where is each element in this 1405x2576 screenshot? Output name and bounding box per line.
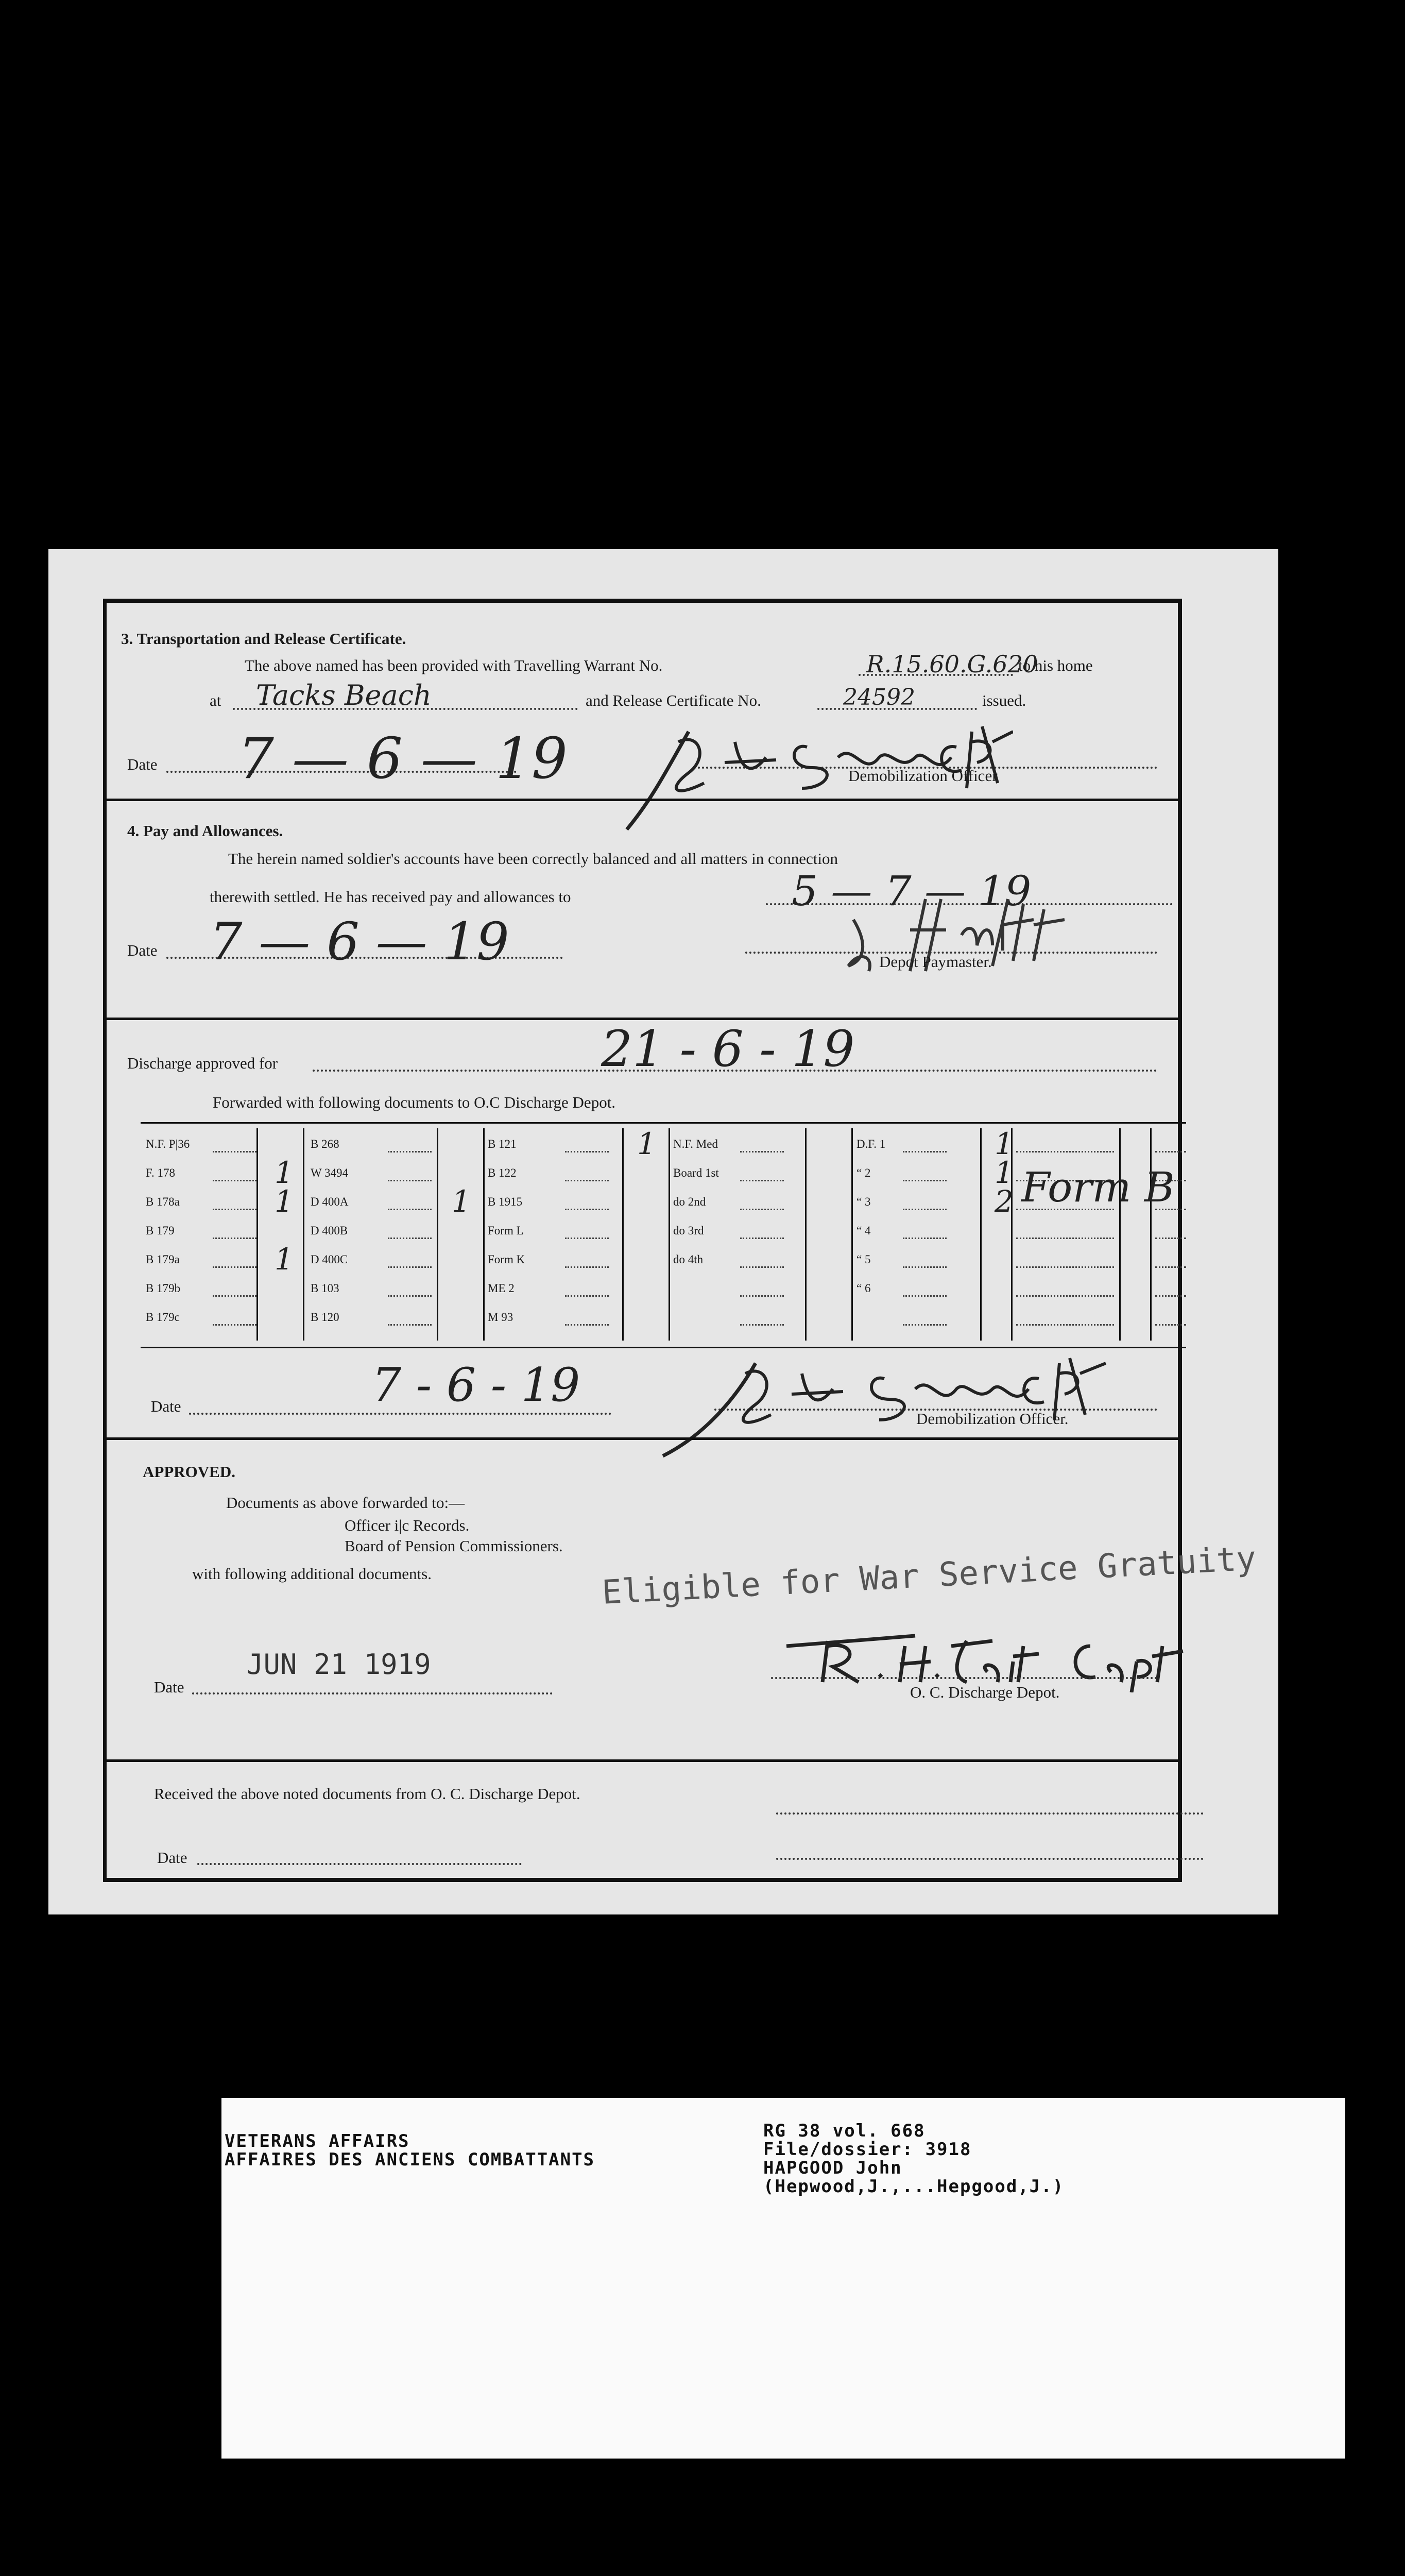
approved-date-label: Date (154, 1678, 184, 1696)
archive-file: File/dossier: 3918 (763, 2139, 972, 2160)
table-top-rule (141, 1122, 1186, 1124)
doc-code: “ 2 (856, 1166, 871, 1179)
table-column-rule (851, 1128, 853, 1341)
doc-code: Form L (488, 1224, 524, 1237)
doc-code: N.F. P|36 (146, 1138, 190, 1150)
depot-signature (781, 1625, 1188, 1692)
table-leader-dots (1155, 1151, 1186, 1153)
doc-code: do 2nd (673, 1195, 706, 1208)
approved-date-dots (192, 1692, 553, 1694)
doc-code: do 4th (673, 1253, 704, 1266)
archive-dept-fr: AFFAIRES DES ANCIENS COMBATTANTS (225, 2149, 595, 2170)
table-leader-dots (388, 1295, 432, 1297)
table-column-rule (669, 1128, 670, 1341)
doc-code: B 179 (146, 1224, 175, 1237)
table-leader-dots (1016, 1324, 1114, 1326)
discharge-approved-date: 21 - 6 - 19 (601, 1020, 855, 1078)
pay-section (107, 801, 1178, 1018)
received-date-label: Date (157, 1849, 187, 1867)
table-leader-dots (388, 1151, 432, 1153)
table-leader-dots (903, 1266, 947, 1268)
discharge-approved-label: Discharge approved for (127, 1054, 278, 1072)
doc-code: “ 6 (856, 1282, 871, 1295)
doc-code: B 268 (311, 1138, 339, 1150)
table-leader-dots (388, 1209, 432, 1210)
warrant-line: The above named has been provided with Travelling Warrant No. (245, 656, 663, 674)
doc-count-mark: 1 (637, 1126, 656, 1161)
table-leader-dots (565, 1209, 609, 1210)
table-leader-dots (740, 1180, 784, 1181)
table-column-rule (1150, 1128, 1152, 1341)
table-leader-dots (1016, 1238, 1114, 1239)
table-leader-dots (213, 1238, 256, 1239)
demob-date: 7 - 6 - 19 (372, 1358, 580, 1412)
demob-date-label: Date (151, 1397, 181, 1415)
doc-count-mark: 1 (452, 1184, 471, 1219)
discharge-depot-label: O. C. Discharge Depot. (910, 1683, 1060, 1701)
table-leader-dots (213, 1324, 256, 1326)
issued-text: issued. (982, 691, 1026, 709)
doc-code: Board 1st (673, 1166, 719, 1179)
table-leader-dots (903, 1209, 947, 1210)
table-leader-dots (1155, 1238, 1186, 1239)
doc-code: M 93 (488, 1311, 513, 1324)
received-sig-dots-2 (776, 1858, 1204, 1860)
doc-code: W 3494 (311, 1166, 349, 1179)
table-leader-dots (213, 1151, 256, 1153)
received-sig-dots (776, 1812, 1204, 1815)
doc-code: B 178a (146, 1195, 180, 1208)
received-date-stamp: JUN 21 1919 (247, 1648, 431, 1681)
table-leader-dots (565, 1295, 609, 1297)
table-column-rule (483, 1128, 485, 1341)
date-label: Date (127, 755, 158, 773)
archive-dept-en: VETERANS AFFAIRS (225, 2131, 410, 2151)
at-label: at (210, 691, 221, 709)
table-leader-dots (388, 1324, 432, 1326)
received-line: Received the above noted documents from O. C. Discharge Depot. (154, 1785, 580, 1803)
doc-code: D 400A (311, 1195, 349, 1208)
table-leader-dots (213, 1266, 256, 1268)
table-leader-dots (740, 1295, 784, 1297)
doc-code: “ 4 (856, 1224, 871, 1237)
pay-heading: 4. Pay and Allowances. (127, 822, 283, 840)
table-column-rule (1119, 1128, 1121, 1341)
table-column-rule (256, 1128, 258, 1341)
table-column-rule (622, 1128, 624, 1341)
table-leader-dots (388, 1180, 432, 1181)
archive-volume: RG 38 vol. 668 (763, 2121, 926, 2141)
depot-sig-dots (771, 1677, 1157, 1679)
release-number: 24592 (843, 684, 915, 710)
table-leader-dots (565, 1266, 609, 1268)
table-leader-dots (565, 1324, 609, 1326)
doc-code: do 3rd (673, 1224, 704, 1237)
doc-code: D.F. 1 (856, 1138, 886, 1150)
forwarded-label: Forwarded with following documents to O.C Discharge Depot. (213, 1093, 616, 1111)
doc-count-mark: 1 (995, 1126, 1014, 1161)
doc-code: B 179c (146, 1311, 180, 1324)
doc-code: B 121 (488, 1138, 517, 1150)
demob-section (107, 1355, 1178, 1437)
table-leader-dots (740, 1238, 784, 1239)
doc-code: B 179a (146, 1253, 180, 1266)
archive-aliases: (Hepwood,J.,...Hepgood,J.) (763, 2176, 1065, 2197)
table-leader-dots (388, 1238, 432, 1239)
pay-date-label: Date (127, 941, 158, 959)
approved-heading: APPROVED. (143, 1463, 235, 1481)
doc-code: B 179b (146, 1282, 181, 1295)
doc-code: B 120 (311, 1311, 339, 1324)
recipient-records: Officer i|c Records. (345, 1516, 470, 1534)
pay-line2: therewith settled. He has received pay and allowances to (210, 888, 571, 906)
doc-code: N.F. Med (673, 1138, 718, 1150)
table-leader-dots (903, 1238, 947, 1239)
demob-officer-label: Demobilization Officer (848, 767, 998, 785)
doc-code: Form K (488, 1253, 525, 1266)
table-leader-dots (740, 1266, 784, 1268)
table-leader-dots (1155, 1324, 1186, 1326)
table-leader-dots (1155, 1295, 1186, 1297)
doc-code: ME 2 (488, 1282, 515, 1295)
received-section (107, 1762, 1178, 1878)
warrant-number: R.15.60.G.620 (866, 650, 1038, 678)
table-leader-dots (903, 1180, 947, 1181)
doc-code: “ 5 (856, 1253, 871, 1266)
approved-line1: Documents as above forwarded to:— (226, 1494, 465, 1512)
doc-code: B 1915 (488, 1195, 523, 1208)
doc-code: F. 178 (146, 1166, 175, 1179)
table-leader-dots (565, 1180, 609, 1181)
table-leader-dots (213, 1180, 256, 1181)
to-home-text: to his home (1018, 656, 1093, 674)
transport-date: 7 — 6 — 19 (238, 725, 568, 791)
table-leader-dots (903, 1324, 947, 1326)
doc-code: B 103 (311, 1282, 339, 1295)
table-leader-dots (565, 1238, 609, 1239)
paid-to-date: 5 — 7 — 19 (792, 867, 1032, 915)
home-place: Tacks Beach (256, 679, 432, 711)
received-date-dots (197, 1863, 522, 1865)
doc-count-mark: 1 (995, 1155, 1014, 1190)
table-leader-dots (388, 1266, 432, 1268)
table-column-rule (805, 1128, 807, 1341)
demob-date-dots (189, 1413, 611, 1415)
transport-section (107, 603, 1178, 799)
recipient-pension-board: Board of Pension Commissioners. (345, 1537, 563, 1555)
table-leader-dots (903, 1295, 947, 1297)
demob-officer-label: Demobilization Officer. (916, 1410, 1069, 1428)
table-leader-dots (903, 1151, 947, 1153)
doc-count-mark: 1 (275, 1155, 294, 1190)
archive-name: HAPGOOD John (763, 2158, 902, 2178)
form-b-note: Form B (1021, 1163, 1175, 1211)
doc-code: B 122 (488, 1166, 517, 1179)
table-leader-dots (740, 1151, 784, 1153)
table-leader-dots (1016, 1151, 1114, 1153)
table-leader-dots (213, 1209, 256, 1210)
table-leader-dots (1016, 1295, 1114, 1297)
table-leader-dots (740, 1209, 784, 1210)
paymaster-label: Depot Paymaster. (879, 953, 992, 971)
table-leader-dots (1016, 1266, 1114, 1268)
approved-line2: with following additional documents. (192, 1565, 432, 1583)
archive-label-card (221, 2098, 1345, 2459)
form-frame (103, 599, 1257, 1882)
doc-code: D 400C (311, 1253, 348, 1266)
discharge-form-sheet (48, 549, 1278, 1914)
pay-line1: The herein named soldier's accounts have been correctly balanced and all matters in connection (228, 850, 838, 868)
doc-count-mark: 1 (275, 1184, 294, 1219)
table-column-rule (980, 1128, 982, 1341)
approved-section (107, 1440, 1257, 1759)
doc-code: “ 3 (856, 1195, 871, 1208)
table-leader-dots (1155, 1266, 1186, 1268)
doc-code: D 400B (311, 1224, 348, 1237)
table-column-rule (303, 1128, 304, 1341)
gratuity-stamp: Eligible for War Service Gratuity (601, 1539, 1257, 1612)
release-text: and Release Certificate No. (586, 691, 761, 709)
doc-count-mark: 2 (995, 1184, 1014, 1219)
transport-heading: 3. Transportation and Release Certificate. (121, 630, 406, 648)
pay-date: 7 — 6 — 19 (210, 911, 509, 972)
table-column-rule (437, 1128, 438, 1341)
table-leader-dots (740, 1324, 784, 1326)
documents-table-section (107, 1122, 1178, 1349)
table-leader-dots (213, 1295, 256, 1297)
doc-count-mark: 1 (275, 1242, 294, 1277)
table-leader-dots (565, 1151, 609, 1153)
documents-table (141, 1122, 1186, 1349)
